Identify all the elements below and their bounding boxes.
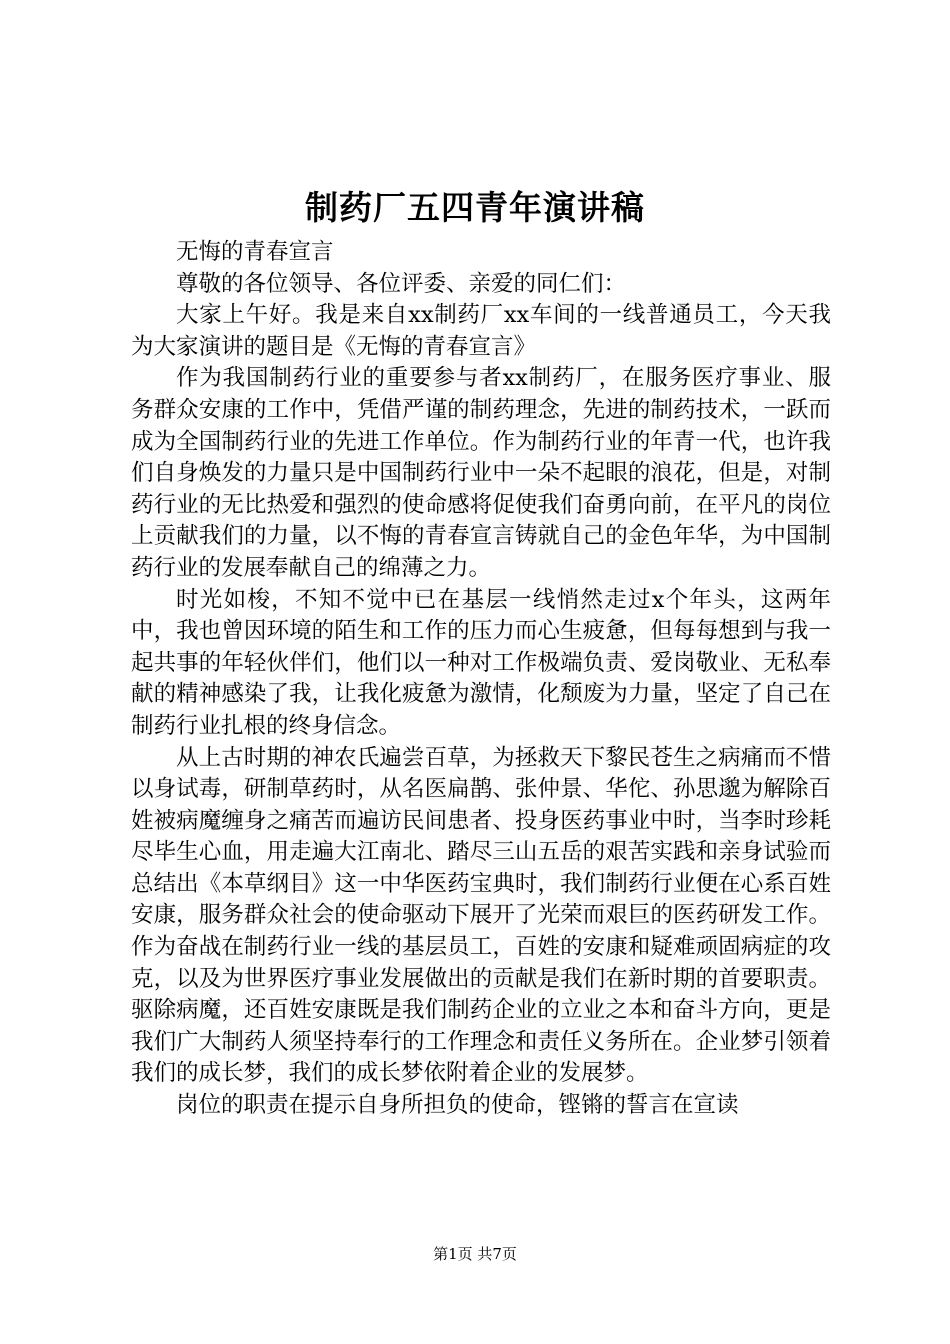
document-body [131,237,831,1122]
paragraph-experience: 时光如梭，不知不觉中已在基层一线悄然走过x个年头，这两年中，我也曾因环境的陌生和工作的压力而心生疲惫，但每每想到与我一起共事的年轻伙伴们，他们以一种对工作极端负责、爱岗敬业、无私奉献的精神感染了我，让我化疲惫为激情，化颓废为力量，坚定了自己在制药行业扎根的终身信念。 [131,586,831,739]
paragraph-duty: 岗位的职责在提示自身所担负的使命，铿锵的誓言在宣读 [176,1092,739,1119]
page-footer: 第1页 共7页 [433,1245,517,1263]
document-title: 制药厂五四青年演讲稿 [305,188,645,227]
paragraph-heading: 无悔的青春宣言 [176,239,334,265]
paragraph-industry: 作为我国制药行业的重要参与者xx制药厂，在服务医疗事业、服务群众安康的工作中，凭借严谨的制药理念，先进的制药技术，一跃而成为全国制药行业的先进工作单位。作为制药行业的年青一代，也许我们自身焕发的力量只是中国制药行业中一朵不起眼的浪花，但是，对制药行业的无比热爱和强烈的使命感将促使我们奋勇向前，在平凡的岗位上贡献我们的力量，以不悔的青春宣言铸就自己的金色年华，为中国制药行业的发展奉献自己的绵薄之力。 [131,365,831,581]
paragraph-greeting: 大家上午好。我是来自xx制药厂xx车间的一线普通员工，今天我为大家演讲的题目是《无悔的青春宣言》 [131,302,831,360]
paragraph-history: 从上古时期的神农氏遍尝百草，为拯救天下黎民苍生之病痛而不惜以身试毒，研制草药时，从名医扁鹊、张仲景、华佗、孙思邈为解除百姓被病魔缠身之痛苦而遍访民间患者、投身医药事业中时，当李时珍耗尽毕生心血，用走遍大江南北、踏尽三山五岳的艰苦实践和亲身试验而总结出《本草纲目》这一中华医药宝典时，我们制药行业便在心系百姓安康，服务群众社会的使命驱动下展开了光荣而艰巨的医药研发工作。作为奋战在制药行业一线的基层员工，百姓的安康和疑难顽固病症的攻克，以及为世界医疗事业发展做出的贡献是我们在新时期的首要职责。驱除病魔，还百姓安康既是我们制药企业的立业之本和奋斗方向，更是我们广大制药人须坚持奉行的工作理念和责任义务所在。企业梦引领着我们的成长梦，我们的成长梦依附着企业的发展梦。 [131,744,831,1087]
paragraph-salutation: 尊敬的各位领导、各位评委、亲爱的同仁们： [176,270,627,297]
